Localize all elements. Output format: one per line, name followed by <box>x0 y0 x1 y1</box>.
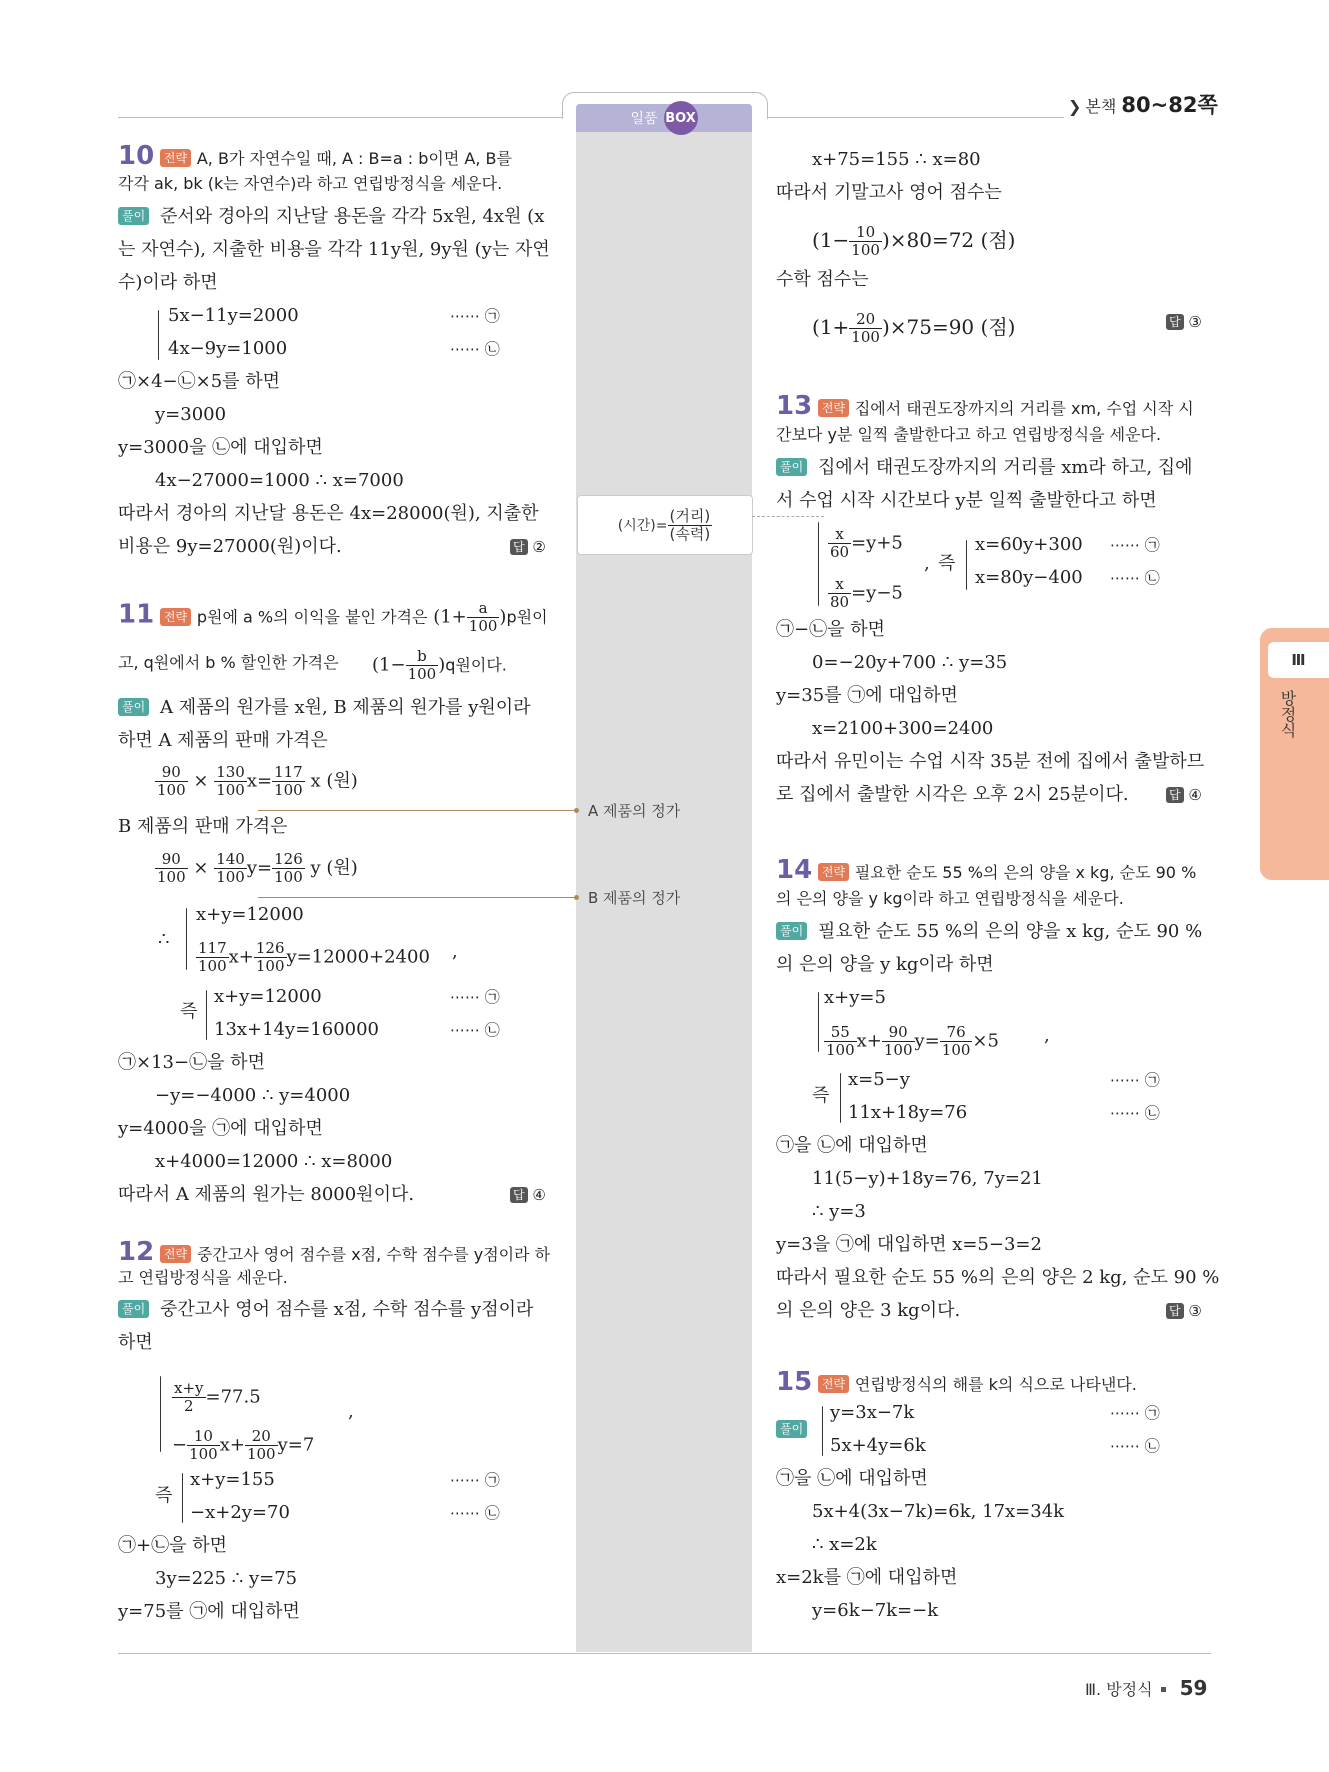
den: 100 <box>826 1041 855 1059</box>
text-line: y=6k−7k=−k <box>812 1600 939 1621</box>
num: 130 <box>216 763 245 781</box>
frac <box>172 1380 206 1415</box>
price-a-label: A 제품의 정가 <box>588 802 681 820</box>
problem-15-sol-tag <box>776 1418 807 1442</box>
square-bullet-icon <box>1161 1687 1166 1692</box>
chapter-side-tab <box>1260 628 1329 880</box>
text-line: y=75를 ㉠에 대입하면 <box>118 1601 300 1622</box>
den: 60 <box>830 543 850 561</box>
times: × <box>193 770 209 792</box>
tail: ×5 <box>972 1030 999 1052</box>
box-tab-badge: BOX <box>664 101 698 135</box>
tail: )×75=90 (점) <box>881 315 1016 339</box>
problem-13-answer <box>1166 783 1202 807</box>
text-line: 4x−9y=1000 <box>168 338 288 359</box>
text-line: 3y=225 ∴ y=75 <box>155 1568 298 1589</box>
je-mark: 즉 <box>812 1085 830 1106</box>
text-line: 따라서 유민이는 수업 시작 35분 전에 집에서 출발하므 <box>776 751 1205 772</box>
paren: ) <box>438 654 446 676</box>
text-line: x=60y+300 <box>975 534 1083 555</box>
eq-11c <box>196 940 430 975</box>
text-line: ∴ x=2k <box>812 1534 877 1555</box>
marker-c1: ⋯⋯ ㉠ <box>450 1471 500 1489</box>
text-line: ∴ y=3 <box>812 1201 866 1222</box>
page-ref-prefix: 본책 <box>1085 97 1117 116</box>
times: × <box>193 857 209 879</box>
solution-tag: 풀이 <box>118 207 149 225</box>
num: 90 <box>155 764 188 782</box>
pointer-line-b <box>258 897 576 898</box>
strategy-tag: 전략 <box>160 608 191 626</box>
brace <box>840 1073 841 1123</box>
eq-12a <box>172 1380 261 1415</box>
tail: =77.5 <box>205 1386 261 1408</box>
text-line: ㉠+㉡을 하면 <box>118 1535 227 1556</box>
num: 140 <box>216 850 245 868</box>
page-number: 59 <box>1179 1676 1208 1700</box>
den: 100 <box>198 957 227 975</box>
x-plus: x+ <box>856 1030 882 1052</box>
den: 100 <box>407 665 437 683</box>
text-line: 따라서 필요한 순도 55 %의 은의 양은 2 kg, 순도 90 % <box>776 1267 1220 1288</box>
frac <box>155 851 188 886</box>
text-line: ㉠×4−㉡×5를 하면 <box>118 371 281 392</box>
strategy-tag: 전략 <box>818 1375 849 1393</box>
answer-badge: 답 <box>510 539 528 555</box>
brace <box>818 992 819 1052</box>
den: 100 <box>157 868 186 886</box>
den: 100 <box>255 957 285 975</box>
marker-c1: ⋯⋯ ㉠ <box>1110 1404 1160 1422</box>
je-mark: 즉 <box>155 1485 173 1506</box>
brace <box>966 540 967 590</box>
num: 90 <box>155 851 188 869</box>
answer-value: ④ <box>532 1186 546 1204</box>
problem-11-header <box>118 600 548 635</box>
problem-12-sol-tag <box>118 1298 149 1322</box>
answer-value: ③ <box>1188 1302 1202 1320</box>
marker-c2: ⋯⋯ ㉡ <box>450 1021 500 1039</box>
text-line: ㉠을 ㉡에 대입하면 <box>776 1468 928 1489</box>
answer-value: ② <box>532 538 546 556</box>
den: 100 <box>274 781 303 799</box>
answer-badge: 답 <box>1166 1303 1184 1319</box>
je-mark: 즉 <box>180 1001 198 1022</box>
marker-c2: ⋯⋯ ㉡ <box>1110 569 1160 587</box>
chevron-right-icon: ❯ <box>1068 97 1082 116</box>
text-line: y=3000을 ㉡에 대입하면 <box>118 437 323 458</box>
num: 10 <box>187 1428 220 1446</box>
text-line: 는 자연수), 지출한 비용을 각각 11y원, 9y원 (y는 자연 <box>118 239 550 260</box>
tail: y (원) <box>310 857 358 879</box>
frac <box>882 1024 915 1059</box>
problem-15-header <box>776 1367 1137 1397</box>
time-formula-note <box>577 495 753 555</box>
text-line: 따라서 기말고사 영어 점수는 <box>776 182 1002 203</box>
num: b <box>406 648 439 666</box>
comma: , <box>1044 1025 1050 1046</box>
pointer-dot-a <box>574 808 579 813</box>
paren: ) <box>499 606 507 628</box>
page-footer <box>1085 1676 1207 1700</box>
answer-badge: 답 <box>1166 314 1184 330</box>
tail: )×80=72 (점) <box>881 228 1016 252</box>
strategy-tag: 전략 <box>818 863 849 881</box>
problem-number: 15 <box>776 1367 813 1397</box>
text-line: y=35를 ㉠에 대입하면 <box>776 685 958 706</box>
problem-11-sol-tag <box>118 696 149 720</box>
comma: , <box>924 553 930 574</box>
problem-10-header <box>118 141 512 171</box>
num: 10 <box>849 224 882 242</box>
therefore-mark: ∴ <box>158 929 170 950</box>
text-line: 의 은의 양은 3 kg이다. <box>776 1300 961 1321</box>
frac <box>214 851 247 886</box>
text-line: 5x+4y=6k <box>830 1435 926 1456</box>
text-line: x+4000=12000 ∴ x=8000 <box>155 1151 393 1172</box>
text-line: x+y=12000 <box>196 904 304 925</box>
text-line: 11(5−y)+18y=76, 7y=21 <box>812 1168 1043 1189</box>
text-line: 따라서 경아의 지난달 용돈은 4x=28000(원), 지출한 <box>118 503 539 524</box>
frac <box>196 940 229 975</box>
text-line: 집에서 태권도장까지의 거리를 xm라 하고, 집에 <box>818 457 1193 478</box>
frac <box>849 311 882 346</box>
text-line: 고, q원에서 b % 할인한 가격은 <box>118 653 339 672</box>
num: 117 <box>198 939 227 957</box>
marker-c1: ⋯⋯ ㉠ <box>1110 536 1160 554</box>
text-line: 하면 A 제품의 판매 가격은 <box>118 730 328 751</box>
text-line: y=4000을 ㉠에 대입하면 <box>118 1118 323 1139</box>
time-formula-fraction <box>668 508 713 543</box>
text-line: 중간고사 영어 점수를 x점, 수학 점수를 y점이라 <box>160 1299 534 1320</box>
side-tab-roman: Ⅲ <box>1268 642 1329 678</box>
text-line: x=5−y <box>848 1069 910 1090</box>
num: 126 <box>274 850 303 868</box>
frac <box>214 764 247 799</box>
strategy-tag: 전략 <box>160 1245 191 1263</box>
problem-number: 11 <box>118 599 155 630</box>
text-line: y=3x−7k <box>830 1402 915 1423</box>
text-line: ㉠을 ㉡에 대입하면 <box>776 1135 928 1156</box>
text-line: y=3000 <box>155 404 227 425</box>
den: 100 <box>157 781 186 799</box>
num: x+y <box>174 1379 204 1397</box>
solution-tag: 풀이 <box>776 458 807 476</box>
time-formula-lhs: (시간)= <box>617 518 668 534</box>
problem-11-strategy-2 <box>372 648 507 683</box>
problem-11-answer <box>510 1183 546 1207</box>
text-line: 0=−20y+700 ∴ y=35 <box>812 652 1008 673</box>
text-line: 5x+4(3x−7k)=6k, 17x=34k <box>812 1501 1065 1522</box>
frac <box>245 1428 278 1463</box>
tail: y=7 <box>277 1434 315 1456</box>
text-line: 필요한 순도 55 %의 은의 양을 x kg, 순도 90 % <box>818 921 1203 942</box>
text-line: 따라서 A 제품의 원가는 8000원이다. <box>118 1184 415 1205</box>
problem-number: 13 <box>776 391 813 421</box>
brace <box>182 1473 183 1523</box>
text-line: 고 연립방정식을 세운다. <box>118 1268 288 1287</box>
num: 90 <box>882 1024 915 1042</box>
num: x <box>828 526 851 544</box>
y-eq: y= <box>914 1030 940 1052</box>
problem-number: 10 <box>118 141 155 171</box>
side-tab-title: 방정식 <box>1278 690 1297 738</box>
strategy-text-post: p원이 <box>506 607 548 627</box>
text-line: ㉠×13−㉡을 하면 <box>118 1052 265 1073</box>
eq-11b <box>155 851 358 886</box>
frac <box>272 764 305 799</box>
den: 100 <box>851 328 880 346</box>
problem-14-header <box>776 855 1197 885</box>
brace <box>206 990 207 1040</box>
text-line: 의 은의 양을 y kg이라 하고 연립방정식을 세운다. <box>776 889 1124 908</box>
problem-14-answer <box>1166 1299 1202 1323</box>
tail: =y−5 <box>851 582 903 604</box>
text-line: ㉠−㉡을 하면 <box>776 619 885 640</box>
text-line: 각각 ak, bk (k는 자연수)라 하고 연립방정식을 세운다. <box>118 174 503 193</box>
text-line: x=80y−400 <box>975 567 1083 588</box>
strategy-text: 집에서 태권도장까지의 거리를 xm, 수업 시작 시 <box>854 399 1194 418</box>
text-line: B 제품의 판매 가격은 <box>118 816 288 837</box>
marker-c2: ⋯⋯ ㉡ <box>450 340 500 358</box>
text-line: 의 은의 양을 y kg이라 하면 <box>776 954 994 975</box>
den: 100 <box>216 781 245 799</box>
one-plus: 1+ <box>819 315 850 339</box>
eq-13a <box>828 526 903 561</box>
frac <box>272 851 305 886</box>
text-line: 하면 <box>118 1332 153 1353</box>
text-line: 준서와 경아의 지난달 용돈을 각각 5x원, 4x원 (x <box>160 206 545 227</box>
den: 100 <box>274 868 303 886</box>
x-plus: x+ <box>228 946 254 968</box>
strategy-text: 연립방정식의 해를 k의 식으로 나타낸다. <box>854 1375 1137 1394</box>
num: 76 <box>940 1024 973 1042</box>
one-plus: 1+ <box>440 606 467 628</box>
eq-12b: − $\frac{10}{100}$ x+ $\frac{20}{100}$ y=7 <box>172 1427 315 1463</box>
num: x <box>828 576 851 594</box>
den: 100 <box>246 1445 276 1463</box>
frac <box>187 1428 220 1463</box>
problem-10-answer <box>510 535 546 559</box>
eq-r1 <box>812 224 1015 259</box>
frac <box>940 1024 973 1059</box>
problem-12-answer <box>1166 310 1202 334</box>
problem-14-sol-tag <box>776 920 807 944</box>
text-line: A 제품의 원가를 x원, B 제품의 원가를 y원이라 <box>160 697 531 718</box>
marker-c1: ⋯⋯ ㉠ <box>1110 1071 1160 1089</box>
paren: ( <box>812 315 820 339</box>
text-line: 수)이라 하면 <box>118 272 218 293</box>
pointer-dot-b <box>574 895 579 900</box>
den: 100 <box>189 1445 218 1463</box>
problem-13-header <box>776 391 1194 421</box>
text-line: 로 집에서 출발한 시각은 오후 2시 25분이다. <box>776 784 1129 805</box>
paren: ( <box>433 606 441 628</box>
text-line: 비용은 9y=27000(원)이다. <box>118 536 342 557</box>
marker-c2: ⋯⋯ ㉡ <box>1110 1104 1160 1122</box>
time-formula-num: (거리) <box>669 506 711 525</box>
tail: x (원) <box>310 770 358 792</box>
strategy-text: A, B가 자연수일 때, A : B=a : b이면 A, B를 <box>196 149 512 168</box>
den: 2 <box>183 1397 194 1415</box>
strategy-text: 중간고사 영어 점수를 x점, 수학 점수를 y점이라 하 <box>196 1245 551 1264</box>
text-line: 4x−27000=1000 ∴ x=7000 <box>155 470 404 491</box>
solution-tag: 풀이 <box>776 922 807 940</box>
brace <box>186 908 187 970</box>
problem-12-header <box>118 1237 551 1267</box>
den: 100 <box>941 1041 971 1059</box>
brace <box>818 522 819 606</box>
strategy-tag: 전략 <box>160 149 191 167</box>
text-line: x+y=5 <box>824 987 886 1008</box>
strategy-text: p원에 a %의 이익을 붙인 가격은 <box>196 607 428 627</box>
strategy-text: 필요한 순도 55 %의 은의 양을 x kg, 순도 90 % <box>854 863 1197 882</box>
solution-tag: 풀이 <box>776 1420 807 1438</box>
x-plus: x+ <box>219 1434 245 1456</box>
problem-number: 14 <box>776 855 813 885</box>
page-reference <box>1068 89 1218 119</box>
den: 80 <box>830 593 850 611</box>
frac <box>824 1024 857 1059</box>
eq-14 <box>824 1024 999 1059</box>
num: a <box>467 600 500 618</box>
strategy-tag: 전략 <box>818 399 849 417</box>
solution-tag: 풀이 <box>118 1300 149 1318</box>
text-line: 13x+14y=160000 <box>214 1019 380 1040</box>
den: 100 <box>851 241 880 259</box>
answer-badge: 답 <box>1166 787 1184 803</box>
den: 100 <box>883 1041 913 1059</box>
y-eq: y= <box>246 857 273 879</box>
page-ref-range: 80~82쪽 <box>1121 93 1218 117</box>
eq-13b <box>828 576 903 611</box>
one-minus: 1− <box>379 654 406 676</box>
box-tab <box>576 104 752 132</box>
text-line: x=2100+300=2400 <box>812 718 994 739</box>
den: 100 <box>468 617 498 635</box>
solution-tag: 풀이 <box>118 698 149 716</box>
answer-badge: 답 <box>510 1187 528 1203</box>
text-line: y=3을 ㉠에 대입하면 x=5−3=2 <box>776 1234 1042 1255</box>
num: 117 <box>274 763 303 781</box>
time-formula-den: (속력) <box>669 524 711 543</box>
answer-value: ③ <box>1188 313 1202 331</box>
frac <box>828 526 851 561</box>
footer-chapter: Ⅲ. 방정식 <box>1085 1680 1153 1699</box>
comma: , <box>348 1401 354 1422</box>
dashed-pointer <box>752 516 824 517</box>
num: 126 <box>255 939 285 957</box>
text-line: 11x+18y=76 <box>848 1102 968 1123</box>
box-tab-label: 일품 <box>630 111 658 127</box>
marker-c1: ⋯⋯ ㉠ <box>450 307 500 325</box>
paren: ( <box>812 228 820 252</box>
brace <box>160 1376 161 1452</box>
price-b-label: B 제품의 정가 <box>588 889 681 907</box>
text-line: x+y=155 <box>190 1469 275 1490</box>
je-mark: 즉 <box>938 553 956 574</box>
tail: y=12000+2400 <box>286 946 430 968</box>
text-line: x=2k를 ㉠에 대입하면 <box>776 1567 958 1588</box>
num: 55 <box>824 1024 857 1042</box>
marker-c2: ⋯⋯ ㉡ <box>450 1504 500 1522</box>
pointer-line-a <box>258 810 576 811</box>
text-line: 5x−11y=2000 <box>168 305 299 326</box>
marker-c2: ⋯⋯ ㉡ <box>1110 1437 1160 1455</box>
strategy-text-post: q원이다. <box>445 655 507 675</box>
text-line: x+75=155 ∴ x=80 <box>812 149 981 170</box>
text-line: −y=−4000 ∴ y=4000 <box>155 1085 351 1106</box>
eq-11a: $\frac{90}{100}$ × $\frac{130}{100}$ x= $\frac{117}{100}$ x (원) <box>157 763 358 799</box>
marker-c1: ⋯⋯ ㉠ <box>450 988 500 1006</box>
top-rule-left <box>118 117 564 118</box>
brace <box>158 310 159 360</box>
problem-number: 12 <box>118 1237 155 1267</box>
den: 100 <box>216 868 245 886</box>
problem-10-sol-tag <box>118 205 149 229</box>
text-line: 수학 점수는 <box>776 269 869 290</box>
tail: =y+5 <box>851 532 903 554</box>
comma: , <box>452 941 458 962</box>
frac <box>828 576 851 611</box>
frac-a <box>467 600 500 635</box>
num: 20 <box>849 311 882 329</box>
frac-b <box>406 648 439 683</box>
text-line: 간보다 y분 일찍 출발한다고 하고 연립방정식을 세운다. <box>776 425 1162 444</box>
bottom-rule <box>118 1653 1211 1654</box>
num: 20 <box>245 1428 278 1446</box>
one-minus: 1− <box>819 228 850 252</box>
paren: ( <box>372 654 380 676</box>
frac <box>155 764 188 799</box>
problem-13-sol-tag <box>776 456 807 480</box>
top-rule-right <box>764 117 1064 118</box>
frac <box>254 940 287 975</box>
text-line: 서 수업 시작 시간보다 y분 일찍 출발한다고 하면 <box>776 490 1157 511</box>
eq-r2 <box>812 311 1015 346</box>
frac <box>849 224 882 259</box>
answer-value: ④ <box>1188 786 1202 804</box>
brace <box>822 1406 823 1456</box>
text-line: x+y=12000 <box>214 986 322 1007</box>
text-line: −x+2y=70 <box>190 1502 290 1523</box>
